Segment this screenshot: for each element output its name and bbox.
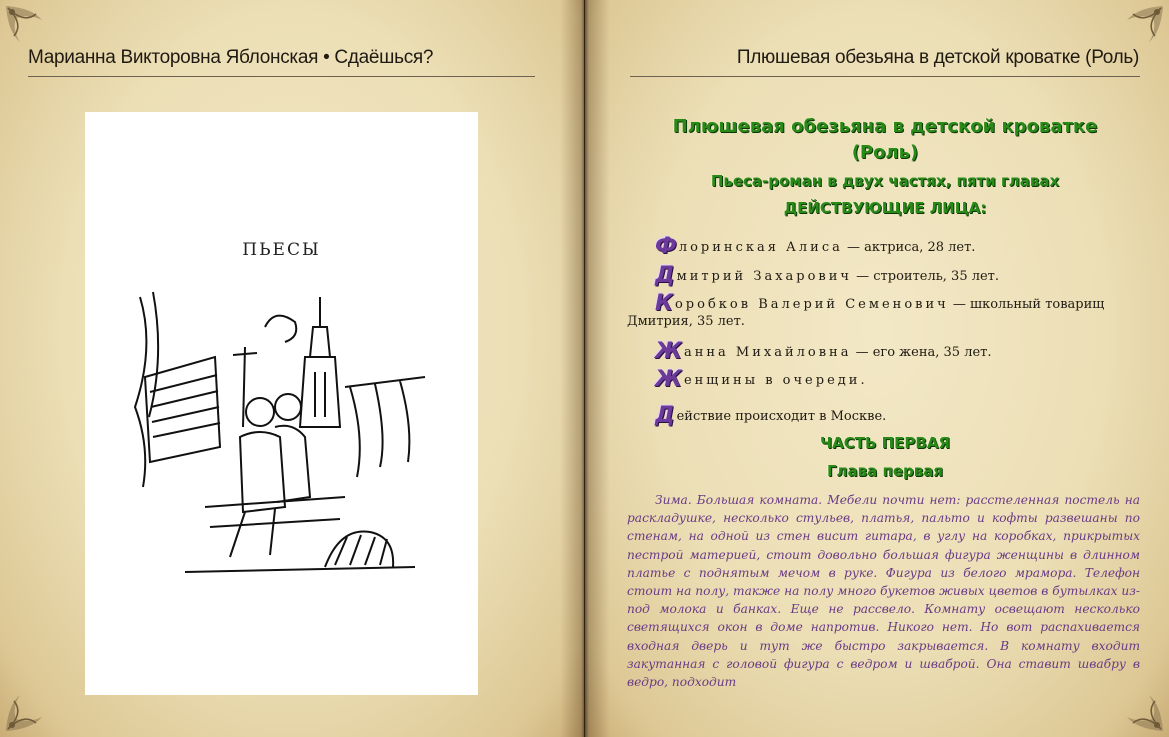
left-header-divider: [28, 76, 535, 77]
drop-cap: Д: [655, 263, 675, 288]
drop-cap: Ж: [655, 367, 682, 392]
left-running-header: Марианна Викторовна Яблонская • Сдаёшься?: [28, 47, 434, 68]
character-line: [655, 367, 1169, 392]
character-desc: — строитель, 35 лет.: [852, 269, 1000, 284]
chapter-heading: Глава первая: [826, 462, 944, 480]
character-line: [655, 291, 1169, 316]
cast-heading: ДЕЙСТВУЮЩИЕ ЛИЦА:: [783, 199, 987, 217]
part-heading: ЧАСТЬ ПЕРВАЯ: [819, 434, 950, 452]
drop-cap: Ж: [655, 339, 682, 364]
character-name: оробков Валерий Семенович: [674, 297, 949, 312]
character-desc: — актриса, 28 лет.: [842, 240, 976, 255]
character-line-continued: Дмитрия, 35 лет.: [627, 314, 745, 329]
character-line: [655, 234, 1169, 259]
right-header-divider: [630, 76, 1140, 77]
drop-cap: Ф: [655, 234, 677, 259]
play-title-sub: (Роль): [851, 142, 919, 163]
character-desc: .: [860, 373, 865, 388]
book-cover-image: [85, 112, 478, 695]
character-line: [655, 339, 1169, 364]
character-name: анна Михайловна: [683, 345, 852, 360]
city-couple-illustration: [125, 287, 435, 577]
chapter-body-text: Зима. Большая комната. Мебели почти нет: расстеленная постель на раскладушке, несколько стульев, платья, пальто и кофты развешаны по стенам, на одной из стен висит гитара, в углу на коробках, прикрытых пестрой материей, стоит довольно большая фигура женщины в длинном платье с поднятым мечом в руке. Фигура из белого мрамора. Телефон стоит на полу, также на полу много букетов живых цветов в бутылках из-под молока и банках. Еще не рассвело. Комнату освещают несколько светящихся окон в доме напротив. Никого нет. Но вот распахивается входная дверь и тут же быстро закрывается. В комнату входит закутанная с головой фигура с ведром и шваброй. Она ставит швабру в ведро, подходит: [627, 493, 1140, 690]
drop-cap: Д: [655, 403, 675, 428]
play-subtitle: Пьеса-роман в двух частях, пяти главах: [710, 172, 1060, 190]
drop-cap: К: [655, 291, 673, 316]
left-page: [0, 0, 584, 737]
character-name: енщины в очереди: [683, 373, 861, 388]
cover-title: ПЬЕСЫ: [242, 240, 321, 260]
setting-text: ействие происходит в Москве.: [676, 409, 887, 424]
character-line: [655, 263, 1169, 288]
right-running-header: Плюшевая обезьяна в детской кроватке (Роль): [736, 47, 1139, 68]
right-page: [585, 0, 1169, 737]
corner-ornament-icon: [2, 665, 72, 735]
play-title: Плюшевая обезьяна в детской кроватке: [672, 116, 1098, 137]
character-desc: — школьный товарищ: [948, 297, 1105, 312]
character-name: митрий Захарович: [676, 269, 853, 284]
character-name: лоринская Алиса: [678, 240, 843, 255]
setting-line: [655, 403, 1169, 428]
character-desc: — его жена, 35 лет.: [851, 345, 992, 360]
